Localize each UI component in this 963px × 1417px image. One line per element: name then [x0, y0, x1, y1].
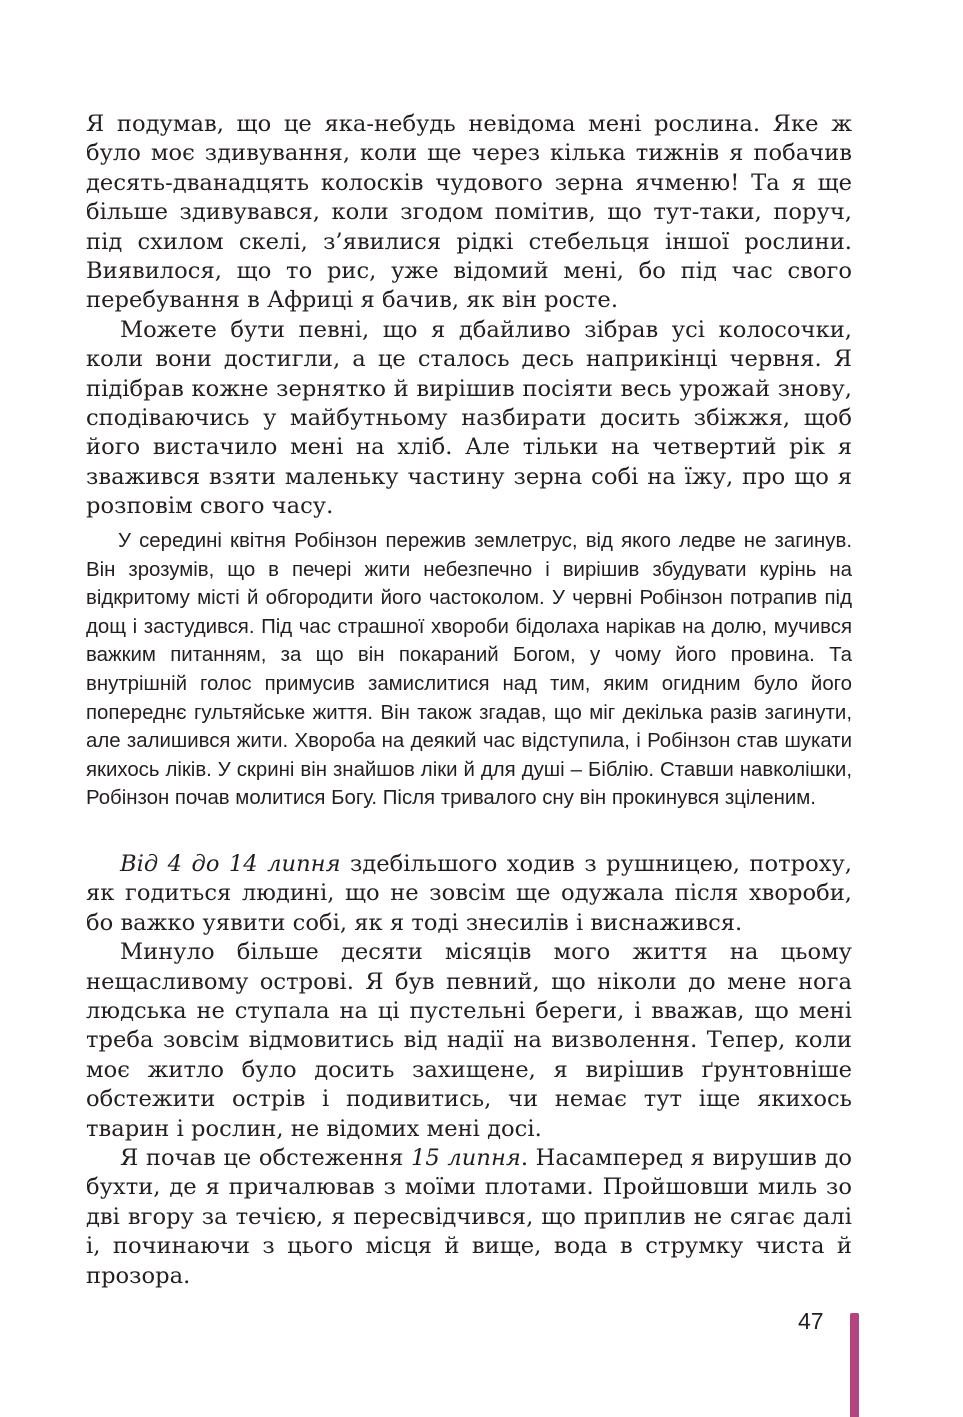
paragraph-text: здебільшого ходив з рушницею, потроху, як годиться людині, що не зовсім ще одужала після хвороби, бо важко уявити собі, як я тоді знесилів і виснажився.: [86, 851, 852, 936]
paragraph: [86, 1144, 852, 1291]
paragraph: Минуло більше десяти місяців мого життя на цьому нещасливому острові. Я був певний, що ніколи до мене нога людська не ступала на ці пустельні береги, і вважав, що мені треба зовсім відмовитись від надії на визволення. Тепер, коли моє житло було досить захищене, я вирішив ґрунтовніше обстежити острів і подивитись, чи немає тут іще якихось тварин і рослин, не відомих мені досі.: [86, 939, 852, 1142]
page-edge-marker: [850, 1313, 859, 1417]
page-number: 47: [798, 1308, 824, 1334]
date-italic: Від 4 до 14 липня: [120, 851, 341, 877]
paragraph: Можете бути певні, що я дбайливо зібрав усі колосочки, коли вони достигли, а це сталось десь наприкінці червня. Я підібрав кожне зернятко й вирішив посіяти весь урожай знову, сподіваючись у майбутньому назбирати досить збіжжя, щоб його вистачило мені на хліб. Але тільки на четвертий рік я зважився взяти маленьку частину зерна собі на їжу, про що я розповім свого часу.: [86, 316, 852, 520]
main-text-bottom: [86, 850, 852, 1291]
main-text-top: [86, 110, 852, 522]
summary-block: [86, 527, 852, 813]
paragraph: [86, 850, 852, 938]
summary-text: У середині квітня Робінзон пережив землетрус, від якого ледве не загинув. Він зрозумів, що в печері жити небезпечно і вирішив збудувати курінь на відкритому місті й обгородити його частоколом. У червні Робінзон потрапив під дощ і застудився. Під час страшної хвороби бідолаха нарікав на долю, мучився важким питанням, за що він покараний Богом, у чому його провина. Та внутрішній голос примусив замислитися над тим, яким огидним було його попереднє гультяйське життя. Він також згадав, що міг декілька разів загинути, але залишився жити. Хвороба на деякий час відступила, і Робінзон став шукати якихось ліків. У скрині він знайшов ліки й для душі – Біблію. Ставши навколішки, Робінзон почав молитися Богу. Після тривалого сну він прокинувся зціленим.: [86, 530, 852, 810]
paragraph-text: Я почав це обстеження: [120, 1145, 411, 1172]
paragraph: Я подумав, що це яка-небудь невідома мені рослина. Яке ж було моє здивування, коли ще через кілька тижнів я побачив десять-дванадцять колосків чудового зерна ячменю! Та я ще більше здивувався, коли згодом помітив, що тут-таки, поруч, під схилом скелі, з’явилися рідкі стебельця іншої рослини. Виявилося, що то рис, уже відомий мені, бо під час свого перебування в Африці я бачив, як він росте.: [86, 111, 852, 314]
paragraph-text: . Насамперед я вирушив до бухти, де я причалював з моїми плотами. Пройшовши миль зо дві вгору за течією, я пересвідчився, що приплив не сягає далі і, починаючи з цього місця й вище, вода в струмку чиста й прозора.: [86, 1145, 852, 1289]
date-italic: 15 липня: [411, 1145, 521, 1172]
